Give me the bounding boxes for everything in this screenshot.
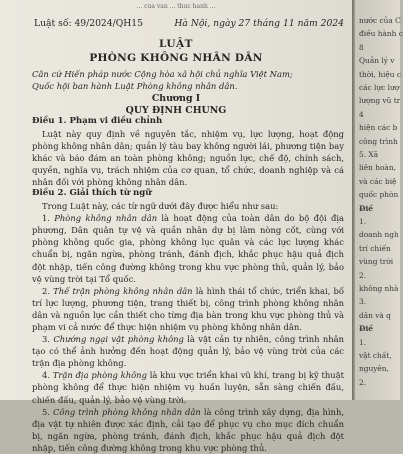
facing-page-line: 4 <box>359 109 364 119</box>
place-date: Hà Nội, ngày 27 tháng 11 năm 2024 <box>174 18 344 29</box>
facing-page-line: 2. <box>359 270 367 280</box>
facing-page-line: nguyên, <box>359 364 389 374</box>
article-2-heading: Điều 2. Giải thích từ ngữ <box>32 188 152 199</box>
definition-number: 5. <box>42 406 53 417</box>
article-1-heading: Điều 1. Phạm vi điều chỉnh <box>32 116 163 127</box>
definition-text: là công trình xây dựng, địa hình, địa vật tự nhiên được xác định, cải tạo để phục vụ cho mục đích chuẩn bị, ngăn ngừa, phòng tránh, đánh địch, khắc phục hậu quả địch đột nhập, tiến công đường không trong khu vực phòng thủ. <box>32 406 345 453</box>
legal-basis <box>32 68 348 92</box>
facing-page-line: Quản lý v <box>359 56 395 66</box>
chapter-number: Chương I <box>151 93 201 105</box>
facing-page-line: vật chất, <box>359 351 392 360</box>
definition-number: 1. <box>42 213 55 224</box>
facing-page-line: 3. <box>359 297 367 307</box>
facing-page-line: Điề <box>359 324 373 334</box>
facing-page-line: 5. Xã <box>359 150 379 159</box>
law-number: Luật số: 49/2024/QH15 <box>34 18 143 29</box>
facing-page-line: doanh ngh <box>359 230 399 240</box>
definition-item <box>4 212 348 285</box>
page-top-strip: ... cua van ... thuc hanh ... <box>136 3 216 10</box>
definition-number: 2. <box>42 285 54 296</box>
definition-text: là khu vực triển khai vũ khí, trang bị kỹ thuật phòng không để thực hiện nhiệm vụ huấn luyện, sẵn sàng chiến đấu, chiến đấu, quản lý, bảo vệ vùng trời. <box>32 370 345 405</box>
facing-page-line: 1. <box>359 217 367 226</box>
law-type-title: LUẬT <box>159 38 193 50</box>
facing-page-line: 1. <box>359 337 367 347</box>
facing-page-line: 8 <box>359 42 364 52</box>
facing-page-line: thời, hiệu c <box>359 69 401 79</box>
definitions-list <box>4 212 348 454</box>
facing-page-line: vùng trời <box>359 257 394 267</box>
facing-page-line: liên hoàn, <box>359 163 396 173</box>
facing-page-line: công trình <box>359 136 398 146</box>
article-1-text: Luật này quy định về nguyên tắc, nhiệm vụ, lực lượng, hoạt động phòng không nhân dân; quản lý tàu bay không người lái, phương tiện bay khác và báo đám an toàn phòng không; nguồn lực, chế độ, chính sách, quyền, nghĩa vụ, trách nhiệm của cơ quan, tổ chức, doanh nghiệp và cá nhân đối với phòng không nhân dân. <box>32 129 344 188</box>
definition-text: là hoạt động của toàn dân do bộ đội địa phương, Dân quân tự vệ và quần nhân dự bị làm nòng cốt, cùng với phòng không quốc gia, phòng không lục quân và các lực lượng khác chuẩn bị, ngăn ngừa, phòng tránh, đánh địch, khắc phục hậu quả địch đột nhập, tiến công đường không trong khu vực phòng thủ, quản lý, bảo vệ vùng trời tại Tổ quốc. <box>32 213 344 284</box>
chapter-title: QUY ĐỊNH CHUNG <box>125 105 227 117</box>
law-name-title: PHÒNG KHÔNG NHÂN DÂN <box>89 52 263 64</box>
facing-page-line: trí chiến <box>359 243 391 253</box>
facing-page-line: dân và q <box>359 310 391 320</box>
definition-text: là hình thái tổ chức, triển khai, bố trí lực lượng, phương tiện, trang thiết bị, công trình phòng không nhân dân và nguồn lực cần thiết cho từng địa bàn trong khu vực phòng thủ và phạm vi cả nước để thực hiện nhiệm vụ phòng không nhân dân. <box>32 285 344 332</box>
facing-page <box>355 0 403 400</box>
definition-number: 4. <box>42 370 53 381</box>
facing-page-line: nước của C <box>359 16 401 25</box>
facing-page-line: hiện các b <box>359 123 398 133</box>
definition-term: Phòng không nhân dân <box>54 213 158 224</box>
facing-page-line: lượng vũ tr <box>359 96 401 106</box>
definition-term: Chướng ngại vật phòng không <box>53 334 184 345</box>
basis-line-1: Căn cứ Hiến pháp nước Cộng hòa xã hội chủ nghĩa Việt Nam; <box>32 69 293 79</box>
definition-item <box>4 285 348 333</box>
facing-page-line: Điề <box>359 203 373 213</box>
definition-term: Trận địa phòng không <box>52 370 147 381</box>
basis-line-2: Quốc hội ban hành Luật Phòng không nhân dân. <box>32 81 238 92</box>
document-header <box>4 18 348 29</box>
definition-text: là vật cản tự nhiên, công trình nhân tạo có thể ảnh hưởng đến hoạt động quản lý, bảo vệ vùng trời của các trận địa phòng không. <box>32 334 344 369</box>
facing-page-line: 2. <box>359 377 367 387</box>
definition-term: Công trình phòng không nhân dân <box>53 406 201 417</box>
facing-page-line: các lực lượ <box>359 83 400 92</box>
facing-page-line: quốc phòn <box>359 190 399 200</box>
facing-page-line: và các biệ <box>359 176 397 186</box>
definition-item <box>4 406 348 454</box>
definition-number: 3. <box>42 334 54 345</box>
definition-item <box>4 333 348 369</box>
facing-page-line: không nhà <box>359 284 399 293</box>
definition-item <box>4 369 348 405</box>
definition-term: Thế trận phòng không nhân dân <box>53 285 193 296</box>
article-2-intro: Trong Luật này, các từ ngữ dưới đây được hiểu như sau: <box>42 201 279 212</box>
facing-page-line: điều hành c <box>359 29 403 39</box>
